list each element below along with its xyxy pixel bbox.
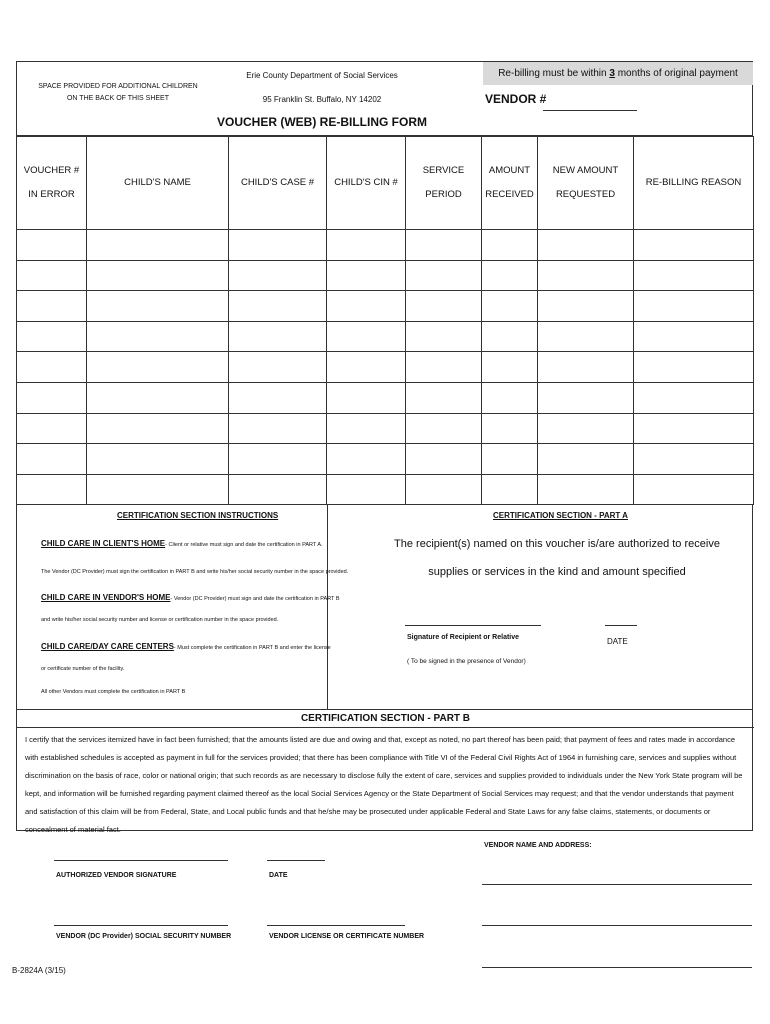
table-cell[interactable] — [406, 321, 482, 352]
table-header-row — [17, 137, 754, 230]
table-cell[interactable] — [482, 260, 538, 291]
column-header-label: RECEIVED — [485, 189, 534, 200]
table-cell[interactable] — [327, 230, 406, 261]
table-cell[interactable] — [327, 474, 406, 505]
table-row — [17, 291, 754, 322]
additional-children-note: SPACE PROVIDED FOR ADDITIONAL CHILDREN ON THE BACK OF THIS SHEET — [38, 83, 198, 102]
column-header-label: CHILD'S CASE # — [240, 177, 315, 188]
part-b-title: CERTIFICATION SECTION - PART B — [17, 710, 754, 728]
table-cell[interactable] — [87, 413, 229, 444]
column-header — [229, 137, 327, 230]
vendor-date-label: DATE — [269, 872, 288, 879]
divider — [327, 505, 328, 709]
column-header — [87, 137, 229, 230]
table-cell[interactable] — [482, 474, 538, 505]
table-row — [17, 230, 754, 261]
table-row — [17, 474, 754, 505]
table-cell[interactable] — [229, 321, 327, 352]
rebilling-table — [16, 136, 754, 505]
table-cell[interactable] — [229, 444, 327, 475]
rebilling-deadline-banner — [483, 62, 753, 85]
license-label: VENDOR LICENSE OR CERTIFICATE NUMBER — [269, 933, 425, 940]
table-cell[interactable] — [482, 291, 538, 322]
table-cell[interactable] — [87, 321, 229, 352]
vendor-number-field[interactable] — [543, 110, 637, 111]
part-b-section — [16, 710, 753, 835]
centers-heading: CHILD CARE/DAY CARE CENTERS — [41, 642, 174, 652]
table-cell[interactable] — [482, 352, 538, 383]
column-header-label: IN ERROR — [28, 189, 75, 200]
table-cell[interactable] — [634, 382, 754, 413]
table-cell[interactable] — [406, 382, 482, 413]
table-cell[interactable] — [406, 230, 482, 261]
table-cell[interactable] — [17, 321, 87, 352]
table-cell[interactable] — [87, 230, 229, 261]
vendor-dc-instruction: The Vendor (DC Provider) must sign the certification in PART B and write his/her social security number in the space provided. — [41, 569, 349, 576]
table-cell[interactable] — [482, 230, 538, 261]
recipient-signature-field[interactable] — [405, 625, 541, 626]
table-row — [17, 321, 754, 352]
rebill-months: 3 — [609, 68, 615, 79]
recipient-signature-label: Signature of Recipient or Relative — [407, 634, 520, 642]
table-cell[interactable] — [327, 352, 406, 383]
table-cell[interactable] — [482, 321, 538, 352]
part-a-line1: The recipient(s) named on this voucher is/are authorized to receive — [394, 538, 720, 551]
table-cell[interactable] — [17, 413, 87, 444]
vendor-home-instruction — [41, 593, 340, 602]
license-field[interactable] — [267, 925, 405, 926]
form-title: VOUCHER (WEB) RE-BILLING FORM — [217, 115, 427, 129]
column-header-label: AMOUNT — [488, 165, 531, 176]
column-header-label: CHILD'S NAME — [124, 177, 191, 188]
table-cell[interactable] — [229, 230, 327, 261]
table-cell[interactable] — [17, 352, 87, 383]
table-cell[interactable] — [327, 382, 406, 413]
table-cell[interactable] — [327, 291, 406, 322]
table-cell[interactable] — [17, 382, 87, 413]
table-cell[interactable] — [17, 291, 87, 322]
table-cell[interactable] — [634, 413, 754, 444]
table-cell[interactable] — [327, 260, 406, 291]
table-cell[interactable] — [482, 413, 538, 444]
vendor-home-heading: CHILD CARE IN VENDOR'S HOME — [41, 593, 171, 603]
vendor-home-instruction-cont: and write his/her social security number and license or certification number in the space provided. — [41, 617, 279, 624]
table-cell[interactable] — [634, 260, 754, 291]
table-cell[interactable] — [406, 474, 482, 505]
table-cell[interactable] — [87, 260, 229, 291]
column-header-label: VOUCHER # — [23, 165, 80, 176]
vendor-name-address-line-2[interactable] — [482, 925, 752, 926]
part-b-certification-text: I certify that the services itemized have in fact been furnished; that the amounts listed are due and owing and that, except as noted, no part thereof has been paid; that payment of fees and rates made in accordance with established schedules is accepted as payment in full for the services provided; that there has been compliance with Title VI of the Federal Civil Rights Act of 1964 in furnishing care, services and supplies without discrimination on the basis of race, color or national origin; that such records as are necessary to disclose fully the extent of care, services and supplies provided to individuals under the New York State program will be kept, and information will be furnished regarding payment claimed thereof as the local Social Services Agency or the State Department of Social Services may request; and that the vendor understands that payment and satisfaction of this claim will be from Federal, State, and Local public funds and that he/she may be prosecuted under applicable Federal and State Laws for any false claims, statements, or documents or concealment of material fact. — [25, 735, 743, 835]
table-cell[interactable] — [538, 474, 634, 505]
column-header-label: REQUESTED — [555, 189, 616, 200]
instructions-title: CERTIFICATION SECTION INSTRUCTIONS — [117, 511, 279, 521]
other-vendors-instruction: All other Vendors must complete the certification in PART B — [41, 689, 186, 696]
table-cell[interactable] — [634, 352, 754, 383]
column-header-label: SERVICE PERIOD — [422, 165, 465, 200]
agency-address: 95 Franklin St. Buffalo, NY 14202 — [262, 95, 382, 104]
table-cell[interactable] — [634, 321, 754, 352]
table-cell[interactable] — [634, 291, 754, 322]
vendor-date-field[interactable] — [267, 860, 325, 861]
rebill-pre: Re-billing must be within — [498, 68, 610, 79]
table-cell[interactable] — [17, 230, 87, 261]
table-cell[interactable] — [634, 474, 754, 505]
part-a-date-label: DATE — [607, 637, 628, 647]
table-cell[interactable] — [87, 382, 229, 413]
table-cell[interactable] — [327, 444, 406, 475]
vendor-name-address-label: VENDOR NAME AND ADDRESS: — [484, 842, 592, 849]
column-header-label: CHILD'S CIN # — [334, 177, 398, 188]
table-row — [17, 444, 754, 475]
table-cell[interactable] — [229, 352, 327, 383]
column-header — [482, 137, 538, 230]
table-cell[interactable] — [406, 291, 482, 322]
table-cell[interactable] — [327, 413, 406, 444]
table-cell[interactable] — [634, 230, 754, 261]
client-home-instruction — [41, 539, 323, 548]
table-cell[interactable] — [229, 382, 327, 413]
authorized-signature-field[interactable] — [54, 860, 228, 861]
table-cell[interactable] — [406, 260, 482, 291]
vendor-name-address-line-1[interactable] — [482, 884, 752, 885]
table-cell[interactable] — [482, 444, 538, 475]
table-cell[interactable] — [17, 260, 87, 291]
table-cell[interactable] — [229, 474, 327, 505]
table-row — [17, 260, 754, 291]
column-header — [17, 137, 87, 230]
recipient-signature-note: ( To be signed in the presence of Vendor) — [407, 658, 526, 666]
form-header — [16, 61, 753, 136]
centers-text: - Must complete the certification in PART B and enter the license — [173, 645, 331, 652]
table-cell[interactable] — [229, 291, 327, 322]
table-cell[interactable] — [87, 352, 229, 383]
table-cell[interactable] — [538, 260, 634, 291]
certification-section — [16, 505, 753, 710]
table-row — [17, 382, 754, 413]
table-cell[interactable] — [406, 413, 482, 444]
voucher-rebilling-form — [16, 61, 753, 835]
table-cell[interactable] — [538, 413, 634, 444]
vendor-number-label: VENDOR # — [485, 92, 547, 106]
client-home-heading: CHILD CARE IN CLIENT'S HOME — [41, 539, 166, 549]
column-header — [327, 137, 406, 230]
part-a-title: CERTIFICATION SECTION - PART A — [493, 511, 628, 521]
column-header — [406, 137, 482, 230]
table-cell[interactable] — [538, 444, 634, 475]
table-cell[interactable] — [406, 352, 482, 383]
table-cell[interactable] — [17, 474, 87, 505]
table-cell[interactable] — [87, 474, 229, 505]
column-header-label: RE-BILLING REASON — [645, 177, 742, 188]
authorized-signature-label: AUTHORIZED VENDOR SIGNATURE — [56, 872, 177, 879]
table-cell[interactable] — [634, 444, 754, 475]
table-cell[interactable] — [229, 260, 327, 291]
rebill-post: months of original payment — [614, 68, 738, 79]
table-row — [17, 413, 754, 444]
column-header — [634, 137, 754, 230]
agency-name: Erie County Department of Social Services — [246, 71, 398, 80]
table-cell[interactable] — [17, 444, 87, 475]
table-cell[interactable] — [87, 444, 229, 475]
table-cell[interactable] — [327, 321, 406, 352]
column-header — [538, 137, 634, 230]
vendor-name-address-line-3[interactable] — [482, 967, 752, 968]
column-header-label: NEW AMOUNT — [552, 165, 619, 176]
part-a-line2: supplies or services in the kind and amount specified — [428, 566, 686, 579]
centers-instruction-cont: or certificate number of the facility. — [41, 666, 125, 673]
client-home-text: - Client or relative must sign and date the certification in PART A. — [165, 542, 323, 549]
table-cell[interactable] — [538, 230, 634, 261]
table-cell[interactable] — [538, 321, 634, 352]
table-cell[interactable] — [538, 291, 634, 322]
table-cell[interactable] — [406, 444, 482, 475]
table-cell[interactable] — [482, 382, 538, 413]
table-cell[interactable] — [229, 413, 327, 444]
table-row — [17, 352, 754, 383]
table-cell[interactable] — [87, 291, 229, 322]
form-number: B-2824A (3/15) — [12, 966, 66, 975]
table-cell[interactable] — [538, 382, 634, 413]
ssn-label: VENDOR (DC Provider) SOCIAL SECURITY NUMBER — [56, 933, 232, 940]
vendor-home-text: - Vendor (DC Provider) must sign and date the certification in PART B — [170, 596, 340, 603]
table-cell[interactable] — [538, 352, 634, 383]
part-a-date-field[interactable] — [605, 625, 637, 626]
ssn-field[interactable] — [54, 925, 228, 926]
centers-instruction — [41, 642, 331, 651]
